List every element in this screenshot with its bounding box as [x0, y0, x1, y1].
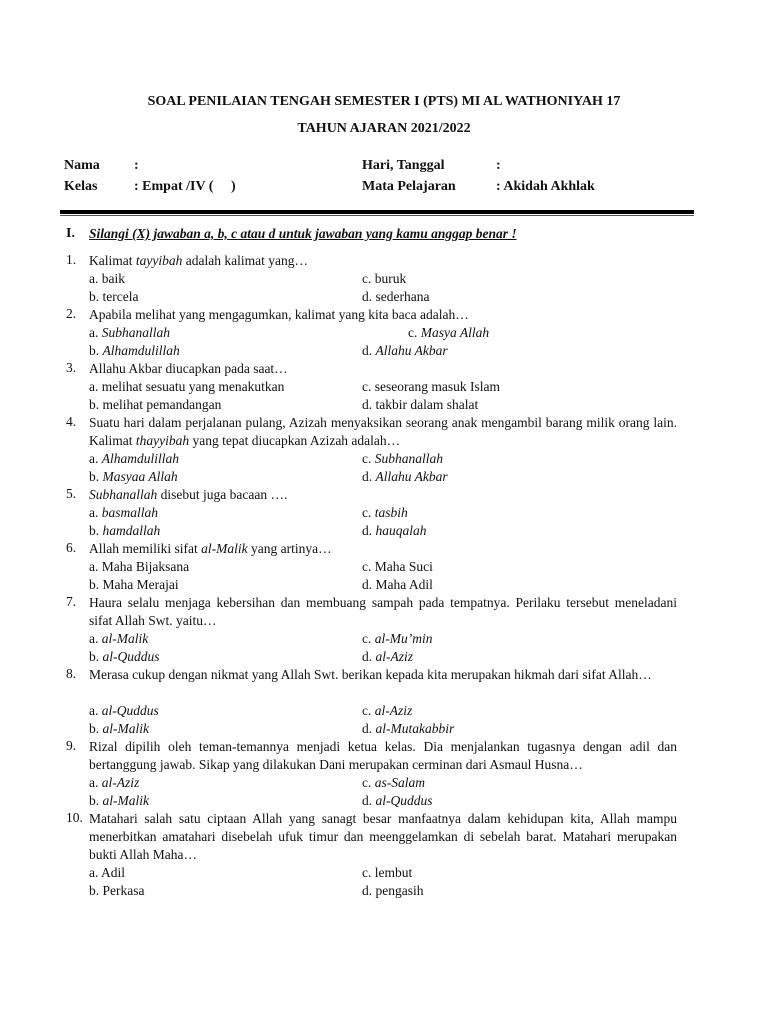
hari-tanggal-value: :: [496, 158, 501, 173]
answer-option[interactable]: c. buruk: [362, 271, 407, 286]
exam-title: SOAL PENILAIAN TENGAH SEMESTER I (PTS) MI AL WATHONIYAH 17: [147, 94, 621, 109]
question-number: 2.: [66, 306, 77, 321]
question-text: Allahu Akbar diucapkan pada saat…: [89, 361, 288, 376]
answer-option[interactable]: c. Maha Suci: [362, 559, 433, 574]
question-number: 8.: [66, 666, 77, 681]
school-year: TAHUN AJARAN 2021/2022: [297, 121, 471, 136]
answer-option[interactable]: d. pengasih: [362, 883, 424, 898]
question-number: 1.: [66, 252, 77, 267]
header-divider-thin: [60, 215, 694, 216]
answer-option[interactable]: d. Maha Adil: [362, 577, 433, 592]
question-number: 5.: [66, 486, 77, 501]
answer-option[interactable]: b. melihat pemandangan: [89, 397, 222, 412]
mata-pelajaran-value: : Akidah Akhlak: [496, 179, 595, 194]
question-text: Suatu hari dalam perjalanan pulang, Azizah menyaksikan seorang anak mengambil barang milik orang lain. Kalimat thayyibah yang tepat diucapkan Azizah adalah…: [89, 415, 677, 448]
header-divider-thick: [60, 210, 694, 214]
answer-option[interactable]: c. al-Mu’min: [362, 631, 433, 646]
answer-option[interactable]: d. al-Aziz: [362, 649, 414, 664]
section-instruction: Silangi (X) jawaban a, b, c atau d untuk jawaban yang kamu anggap benar !: [89, 226, 517, 241]
answer-option[interactable]: b. al-Malik: [89, 721, 149, 736]
answer-option[interactable]: a. Subhanallah: [89, 325, 171, 340]
question-number: 4.: [66, 414, 77, 429]
answer-option[interactable]: d. Allahu Akbar: [362, 343, 448, 358]
question-number: 10.: [66, 810, 83, 825]
answer-option[interactable]: a. al-Aziz: [89, 775, 140, 790]
answer-option[interactable]: b. tercela: [89, 289, 139, 304]
kelas-label: Kelas: [64, 179, 98, 194]
answer-option[interactable]: b. al-Quddus: [89, 649, 160, 664]
answer-option[interactable]: d. sederhana: [362, 289, 430, 304]
answer-option[interactable]: c. Masya Allah: [408, 325, 490, 340]
answer-option[interactable]: a. al-Malik: [89, 631, 149, 646]
nama-label: Nama: [64, 158, 100, 173]
answer-option[interactable]: b. Masyaa Allah: [89, 469, 178, 484]
answer-option[interactable]: d. Allahu Akbar: [362, 469, 448, 484]
question-text: Subhanallah disebut juga bacaan ….: [89, 487, 288, 502]
answer-option[interactable]: b. Maha Merajai: [89, 577, 179, 592]
answer-option[interactable]: a. melihat sesuatu yang menakutkan: [89, 379, 285, 394]
answer-option[interactable]: b. al-Malik: [89, 793, 149, 808]
answer-option[interactable]: d. al-Mutakabbir: [362, 721, 455, 736]
answer-option[interactable]: d. takbir dalam shalat: [362, 397, 479, 412]
answer-option[interactable]: a. baik: [89, 271, 125, 286]
answer-option[interactable]: a. basmallah: [89, 505, 159, 520]
question-text: Merasa cukup dengan nikmat yang Allah Swt. berikan kepada kita merupakan hikmah dari sifat Allah…: [89, 667, 652, 682]
answer-option[interactable]: c. al-Aziz: [362, 703, 413, 718]
question-text: Rizal dipilih oleh teman-temannya menjadi ketua kelas. Dia menjalankan tugasnya dengan adil dan bertanggung jawab. Sikap yang dilakukan Dani merupakan cerminan dari Asmaul Husna…: [89, 739, 677, 772]
kelas-value: : Empat /IV ( ): [134, 179, 236, 194]
question-text: Apabila melihat yang mengagumkan, kalimat yang kita baca adalah…: [89, 307, 469, 322]
answer-option[interactable]: b. Alhamdulillah: [89, 343, 180, 358]
answer-option[interactable]: d. al-Quddus: [362, 793, 433, 808]
question-number: 7.: [66, 594, 77, 609]
question-text: Matahari salah satu ciptaan Allah yang sanagt besar manfaatnya dalam kehidupan kita, Allah mampu menerbitkan amatahari disebelah ufuk timur dan meenggelamkan di sebelah barat. Matahari merupakan bukti Allah Maha…: [89, 811, 677, 862]
answer-option[interactable]: d. hauqalah: [362, 523, 427, 538]
answer-option[interactable]: c. tasbih: [362, 505, 408, 520]
answer-option[interactable]: a. Alhamdulillah: [89, 451, 179, 466]
answer-option[interactable]: a. Adil: [89, 865, 125, 880]
mata-pelajaran-label: Mata Pelajaran: [362, 179, 456, 194]
question-number: 6.: [66, 540, 77, 555]
answer-option[interactable]: b. Perkasa: [89, 883, 145, 898]
question-text: Kalimat tayyibah adalah kalimat yang…: [89, 253, 308, 268]
answer-option[interactable]: c. Subhanallah: [362, 451, 444, 466]
answer-option[interactable]: c. lembut: [362, 865, 413, 880]
question-number: 9.: [66, 738, 77, 753]
answer-option[interactable]: a. Maha Bijaksana: [89, 559, 190, 574]
nama-value: :: [134, 158, 139, 173]
hari-tanggal-label: Hari, Tanggal: [362, 158, 445, 173]
answer-option[interactable]: b. hamdallah: [89, 523, 161, 538]
question-text: Allah memiliki sifat al-Malik yang artinya…: [89, 541, 332, 556]
answer-option[interactable]: c. seseorang masuk Islam: [362, 379, 500, 394]
question-text: Haura selalu menjaga kebersihan dan membuang sampah pada tempatnya. Perilaku tersebut meneladani sifat Allah Swt. yaitu…: [89, 595, 677, 628]
section-number: I.: [66, 226, 75, 241]
answer-option[interactable]: a. al-Quddus: [89, 703, 159, 718]
question-number: 3.: [66, 360, 77, 375]
answer-option[interactable]: c. as-Salam: [362, 775, 425, 790]
